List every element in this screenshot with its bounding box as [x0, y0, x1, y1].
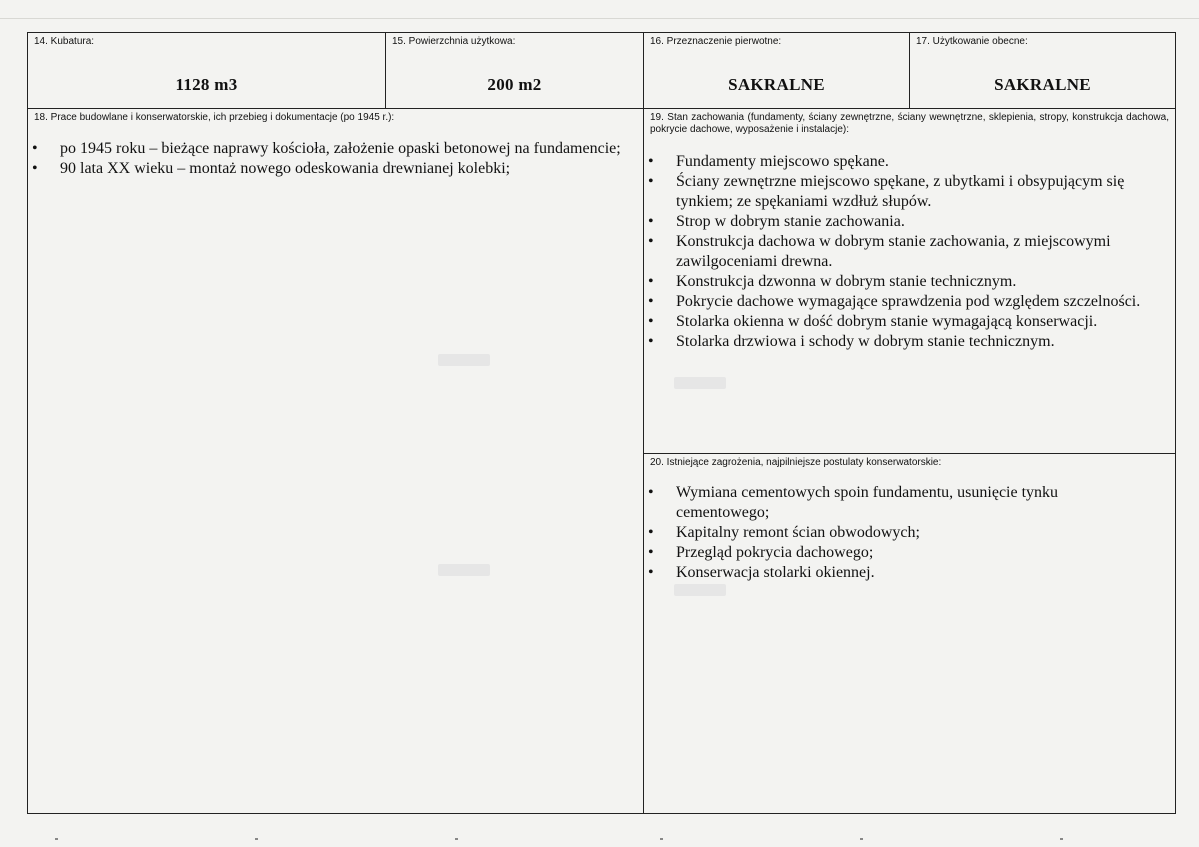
stan-item: • Pokrycie dachowe wymagające sprawdzenia pod względem szczelności. — [644, 292, 1149, 312]
stan-item: • Strop w dobrym stanie zachowania. — [644, 212, 1149, 232]
zagrozenia-item: • Konserwacja stolarki okiennej. — [644, 563, 1124, 583]
stan-item: • Fundamenty miejscowo spękane. — [644, 152, 1149, 172]
zagrozenia-cell — [643, 453, 1176, 814]
prace-item: • po 1945 roku – bieżące naprawy kościoła, założenie opaski betonowej na fundamencie; — [28, 139, 640, 159]
uzytkowanie-cell — [909, 32, 1176, 109]
prace-cell — [27, 108, 644, 814]
uzytkowanie-value: SAKRALNE — [994, 75, 1091, 94]
prace-list — [28, 139, 640, 179]
kubatura-label: 14. Kubatura: — [34, 36, 95, 47]
zagrozenia-label: 20. Istniejące zagrożenia, najpilniejsze postulaty konserwatorskie: — [650, 457, 942, 468]
scan-mark — [860, 838, 863, 840]
stan-cell — [643, 108, 1176, 454]
przeznaczenie-value: SAKRALNE — [728, 75, 825, 94]
stan-list — [644, 152, 1149, 352]
scan-mark — [55, 838, 58, 840]
zagrozenia-item: • Kapitalny remont ścian obwodowych; — [644, 523, 1124, 543]
uzytkowanie-label: 17. Użytkowanie obecne: — [916, 36, 1028, 47]
zagrozenia-item: • Wymiana cementowych spoin fundamentu, usunięcie tynku cementowego; — [644, 483, 1124, 523]
page-edge-line — [0, 18, 1199, 19]
przeznaczenie-cell — [643, 32, 910, 109]
stan-item: • Stolarka okienna w dość dobrym stanie wymagającą konserwacji. — [644, 312, 1149, 332]
przeznaczenie-label: 16. Przeznaczenie pierwotne: — [650, 36, 782, 47]
stan-item: • Ściany zewnętrzne miejscowo spękane, z ubytkami i obsypującym się tynkiem; ze spękaniami wzdłuż słupów. — [644, 172, 1149, 212]
scan-mark — [455, 838, 458, 840]
stan-item: • Konstrukcja dzwonna w dobrym stanie technicznym. — [644, 272, 1149, 292]
scan-smear — [674, 377, 726, 389]
scan-mark — [255, 838, 258, 840]
powierzchnia-value: 200 m2 — [487, 75, 542, 94]
kubatura-value: 1128 m3 — [175, 75, 238, 94]
kubatura-cell — [27, 32, 386, 109]
stan-label: 19. Stan zachowania (fundamenty, ściany zewnętrzne, ściany wewnętrzne, sklepienia, stropy, konstrukcja dachowa, pokrycie dachowe, wyposażenie i instalacje): — [650, 112, 1169, 135]
scan-mark — [1060, 838, 1063, 840]
scan-smear — [674, 584, 726, 596]
zagrozenia-list — [644, 483, 1124, 583]
prace-item: • 90 lata XX wieku – montaż nowego odeskowania drewnianej kolebki; — [28, 159, 640, 179]
zagrozenia-item: • Przegląd pokrycia dachowego; — [644, 543, 1124, 563]
scan-smear — [438, 354, 490, 366]
scan-mark — [660, 838, 663, 840]
stan-item: • Konstrukcja dachowa w dobrym stanie zachowania, z miejscowymi zawilgoceniami drewna. — [644, 232, 1149, 272]
powierzchnia-label: 15. Powierzchnia użytkowa: — [392, 36, 516, 47]
powierzchnia-cell — [385, 32, 644, 109]
prace-label: 18. Prace budowlane i konserwatorskie, ich przebieg i dokumentacje (po 1945 r.): — [34, 112, 395, 123]
stan-item: • Stolarka drzwiowa i schody w dobrym stanie technicznym. — [644, 332, 1149, 352]
scan-smear — [438, 564, 490, 576]
